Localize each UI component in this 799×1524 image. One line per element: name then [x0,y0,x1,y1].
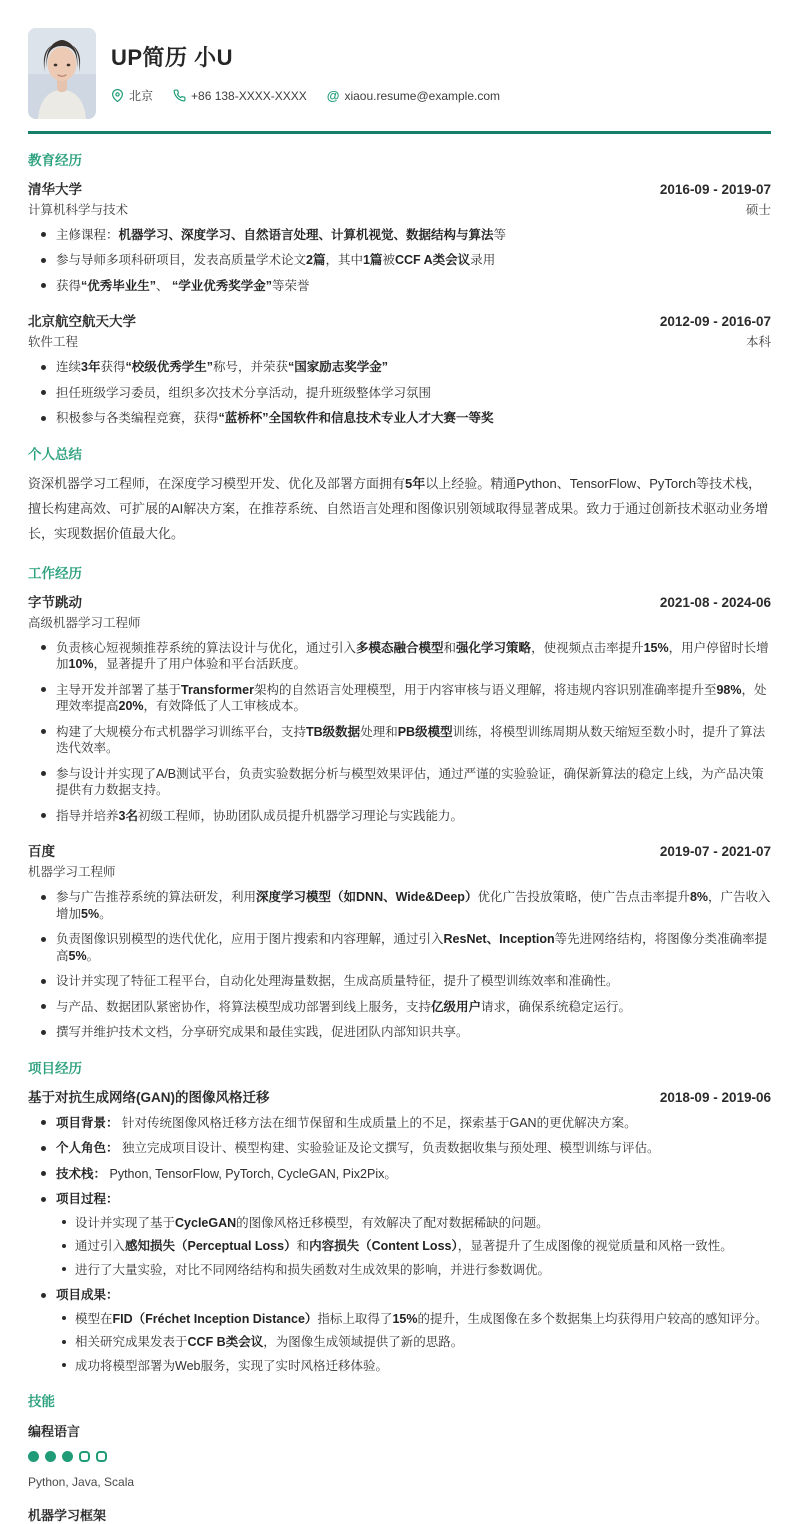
bullet-item [28,1191,771,1278]
contact-text: +86 138-XXXX-XXXX [191,88,307,103]
entry-name: 北京航空航天大学 [28,314,136,329]
bullet-item [28,385,771,402]
sub-bullet-text: 通过引入感知损失（Perceptual Loss）和内容损失（Content Loss），显著提升了生成图像的视觉质量和风格一致性。 [75,1239,733,1254]
entry-role: 软件工程 [28,335,79,349]
bullet-list [28,227,771,295]
entry-sub [28,862,771,880]
education-entries [28,178,771,427]
contact-text: 北京 [129,89,154,103]
entry-name: 百度 [28,844,55,860]
entry-name: 基于对抗生成网络(GAN)的图像风格迁移 [28,1089,270,1105]
phone-icon [173,89,186,102]
sub-bullet-text: 模型在FID（Fréchet Inception Distance）指标上取得了15%的提升，生成图像在多个数据集上均获得用户较高的感知评分。 [75,1311,768,1326]
bullet-text: 负责核心短视频推荐系统的算法设计与优化，通过引入多模态融合模型和强化学习策略，使视频点击率提升15%，用户停留时长增加10%，显著提升了用户体验和平台活跃度。 [56,640,769,672]
bullet-item [28,682,771,715]
bullet-item [28,1287,771,1374]
skill-dot-filled [45,1451,56,1462]
project-entries [28,1086,771,1375]
entry-head [28,840,771,860]
skill-name: 编程语言 [28,1424,81,1440]
bullet-list [28,359,771,427]
bullet-item [28,410,771,427]
sub-bullet-item [56,1262,771,1279]
location-icon [111,89,124,102]
bullet-text: 设计并实现了特征工程平台，自动化处理海量数据，生成高质量特征，提升了模型训练效率和准确性。 [56,974,619,989]
entry-head [28,1086,771,1106]
avatar-portrait-illustration [28,28,96,119]
bullet-text: 主导开发并部署了基于Transformer架构的自然语言处理模型，用于内容审核与语义理解，将违规内容识别准确率提升至98%，处理效率提高20%，有效降低了人工审核成本。 [56,682,767,714]
bullet-item [28,1024,771,1041]
bullet-text: 积极参与各类编程竞赛，获得“蓝桥杯”全国软件和信息技术专业人才大赛一等奖 [56,411,494,425]
sub-bullet-text: 成功将模型部署为Web服务，实现了实时风格迁移体验。 [75,1358,388,1373]
sub-bullet-text: 进行了大量实验，对比不同网络结构和损失函数对生成效果的影响，并进行参数调优。 [75,1262,551,1277]
sub-bullet-list [56,1215,771,1279]
skill-dot-empty [79,1451,90,1462]
bullet-text: 担任班级学习委员，组织多次技术分享活动，提升班级整体学习氛围 [56,385,432,400]
bullet-item [28,1115,771,1132]
entry-head [28,178,771,198]
resume-header [28,28,771,119]
bullet-text: 项目背景： 针对传统图像风格迁移方法在细节保留和生成质量上的不足，探索基于GAN的更优解决方案。 [56,1115,637,1130]
bullet-text: 负责图像识别模型的迭代优化，应用于图片搜索和内容理解，通过引入ResNet、Inception等先进网络结构，将图像分类准确率提高5%。 [56,932,768,963]
bullet-text: 参与导师多项科研项目，发表高质量学术论文2篇，其中1篇被CCF A类会议录用 [56,253,496,267]
work-entries [28,591,771,1041]
summary-heading: 个人总结 [28,446,82,462]
bullet-item [28,640,771,673]
work-heading: 工作经历 [28,565,82,581]
entry [28,310,771,427]
summary-text: 资深机器学习工程师，在深度学习模型开发、优化及部署方面拥有5年以上经验。精通Python、TensorFlow、PyTorch等技术栈，擅长构建高效、可扩展的AI解决方案，在推荐系统、自然语言处理和图像识别领域取得显著成果。致力于通过创新技术驱动业务增长，实现数据价值最大化。 [28,475,769,542]
section-projects [28,1057,771,1375]
entry-role: 计算机科学与技术 [28,202,129,217]
entry [28,178,771,295]
sub-bullet-list [56,1311,771,1375]
contact-item [111,87,153,104]
entry-head [28,591,771,611]
bullet-item [28,973,771,990]
bullet-text: 项目过程： [56,1192,119,1207]
entry-head [28,310,771,330]
skill-name: 机器学习框架 [28,1508,107,1524]
sub-bullet-item [56,1358,771,1375]
bullet-item [28,1140,771,1157]
skill-group [28,1421,771,1489]
entry [28,1086,771,1375]
entry-date: 2019-07 - 2021-07 [659,844,771,860]
bullet-text: 指导并培养3名初级工程师，协助团队成员提升机器学习理论与实践能力。 [56,808,463,823]
bullet-item [28,278,771,295]
bullet-text: 参与设计并实现了A/B测试平台，负责实验数据分析与模型效果评估，通过严谨的实验验证，确保新算法的稳定上线，为产品决策提供有力数据支持。 [56,766,764,798]
entry-name: 字节跳动 [28,594,82,610]
bullet-item [28,359,771,376]
entry-degree: 硕士 [745,202,771,217]
skill-group [28,1505,771,1524]
bullet-item [28,999,771,1016]
entry [28,840,771,1041]
skills-heading: 技能 [28,1394,55,1410]
entry-date: 2018-09 - 2019-06 [659,1089,771,1105]
skill-groups [28,1421,771,1524]
skill-level-dots [28,1451,771,1462]
entry-date: 2012-09 - 2016-07 [659,314,771,329]
education-heading: 教育经历 [28,152,82,168]
bullet-list [28,640,771,825]
bullet-text: 获得“优秀毕业生”、 “学业优秀奖学金”等荣誉 [56,278,310,293]
header-text [111,28,500,119]
bullet-item [28,252,771,269]
bullet-text: 参与广告推荐系统的算法研发，利用深度学习模型（如DNN、Wide&Deep）优化广告投放策略，使广告点击率提升8%，广告收入增加5%。 [56,890,771,921]
bullet-item [28,766,771,799]
bullet-text: 连续3年获得“校级优秀学生”称号，并荣获“国家励志奖学金” [56,360,389,374]
section-summary [28,443,771,547]
entry-name: 清华大学 [28,181,82,197]
skill-dot-filled [28,1451,39,1462]
entry-sub [28,613,771,631]
bullet-item [28,227,771,244]
bullet-text: 主修课程：机器学习、深度学习、自然语言处理、计算机视觉、数据结构与算法等 [56,227,507,242]
sub-bullet-item [56,1238,771,1255]
avatar [28,28,96,119]
bullet-item [28,1166,771,1183]
bullet-item [28,808,771,825]
entry-degree: 本科 [745,335,771,349]
projects-heading: 项目经历 [28,1060,82,1076]
entry-role: 高级机器学习工程师 [28,615,141,630]
skill-detail: Python, Java, Scala [28,1475,135,1490]
entry-date: 2016-09 - 2019-07 [659,181,771,197]
sub-bullet-text: 相关研究成果发表于CCF B类会议，为图像生成领域提供了新的思路。 [75,1335,464,1350]
skill-dot-empty [96,1451,107,1462]
bullet-item [28,724,771,757]
section-skills [28,1390,771,1524]
entry-date: 2021-08 - 2024-06 [659,594,771,610]
contact-row [111,87,500,104]
header-divider [28,131,771,134]
entry-role: 机器学习工程师 [28,865,116,880]
bullet-text: 撰写并维护技术文档，分享研究成果和最佳实践，促进团队内部知识共享。 [56,1025,469,1040]
sub-bullet-item [56,1334,771,1351]
contact-text: xiaou.resume@example.com [344,88,501,103]
candidate-name: UP简历 小U [111,45,234,70]
bullet-item [28,931,771,964]
bullet-text: 项目成果： [56,1288,119,1303]
bullet-text: 与产品、数据团队紧密协作，将算法模型成功部署到线上服务，支持亿级用户请求，确保系统稳定运行。 [56,999,632,1014]
entry [28,591,771,825]
section-education [28,149,771,427]
sub-bullet-item [56,1311,771,1328]
bullet-item [28,889,771,922]
contact-item [173,89,307,103]
bullet-list [28,889,771,1041]
section-work [28,562,771,1041]
bullet-text: 个人角色： 独立完成项目设计、模型构建、实验验证及论文撰写，负责数据收集与预处理、模型训练与评估。 [56,1141,660,1156]
skill-dot-filled [62,1451,73,1462]
sub-bullet-text: 设计并实现了基于CycleGAN的图像风格迁移模型，有效解决了配对数据稀缺的问题。 [75,1215,549,1230]
email-icon: @ [326,88,340,103]
bullet-text: 技术栈： Python, TensorFlow, PyTorch, CycleGAN, Pix2Pix。 [56,1166,397,1181]
entry-sub [28,200,771,218]
bullet-list [28,1115,771,1375]
contact-item [327,88,500,103]
entry-sub [28,332,771,350]
bullet-text: 构建了大规模分布式机器学习训练平台，支持TB级数据处理和PB级模型训练，将模型训练周期从数天缩短至数小时，提升了算法迭代效率。 [56,724,766,756]
sub-bullet-item [56,1215,771,1232]
